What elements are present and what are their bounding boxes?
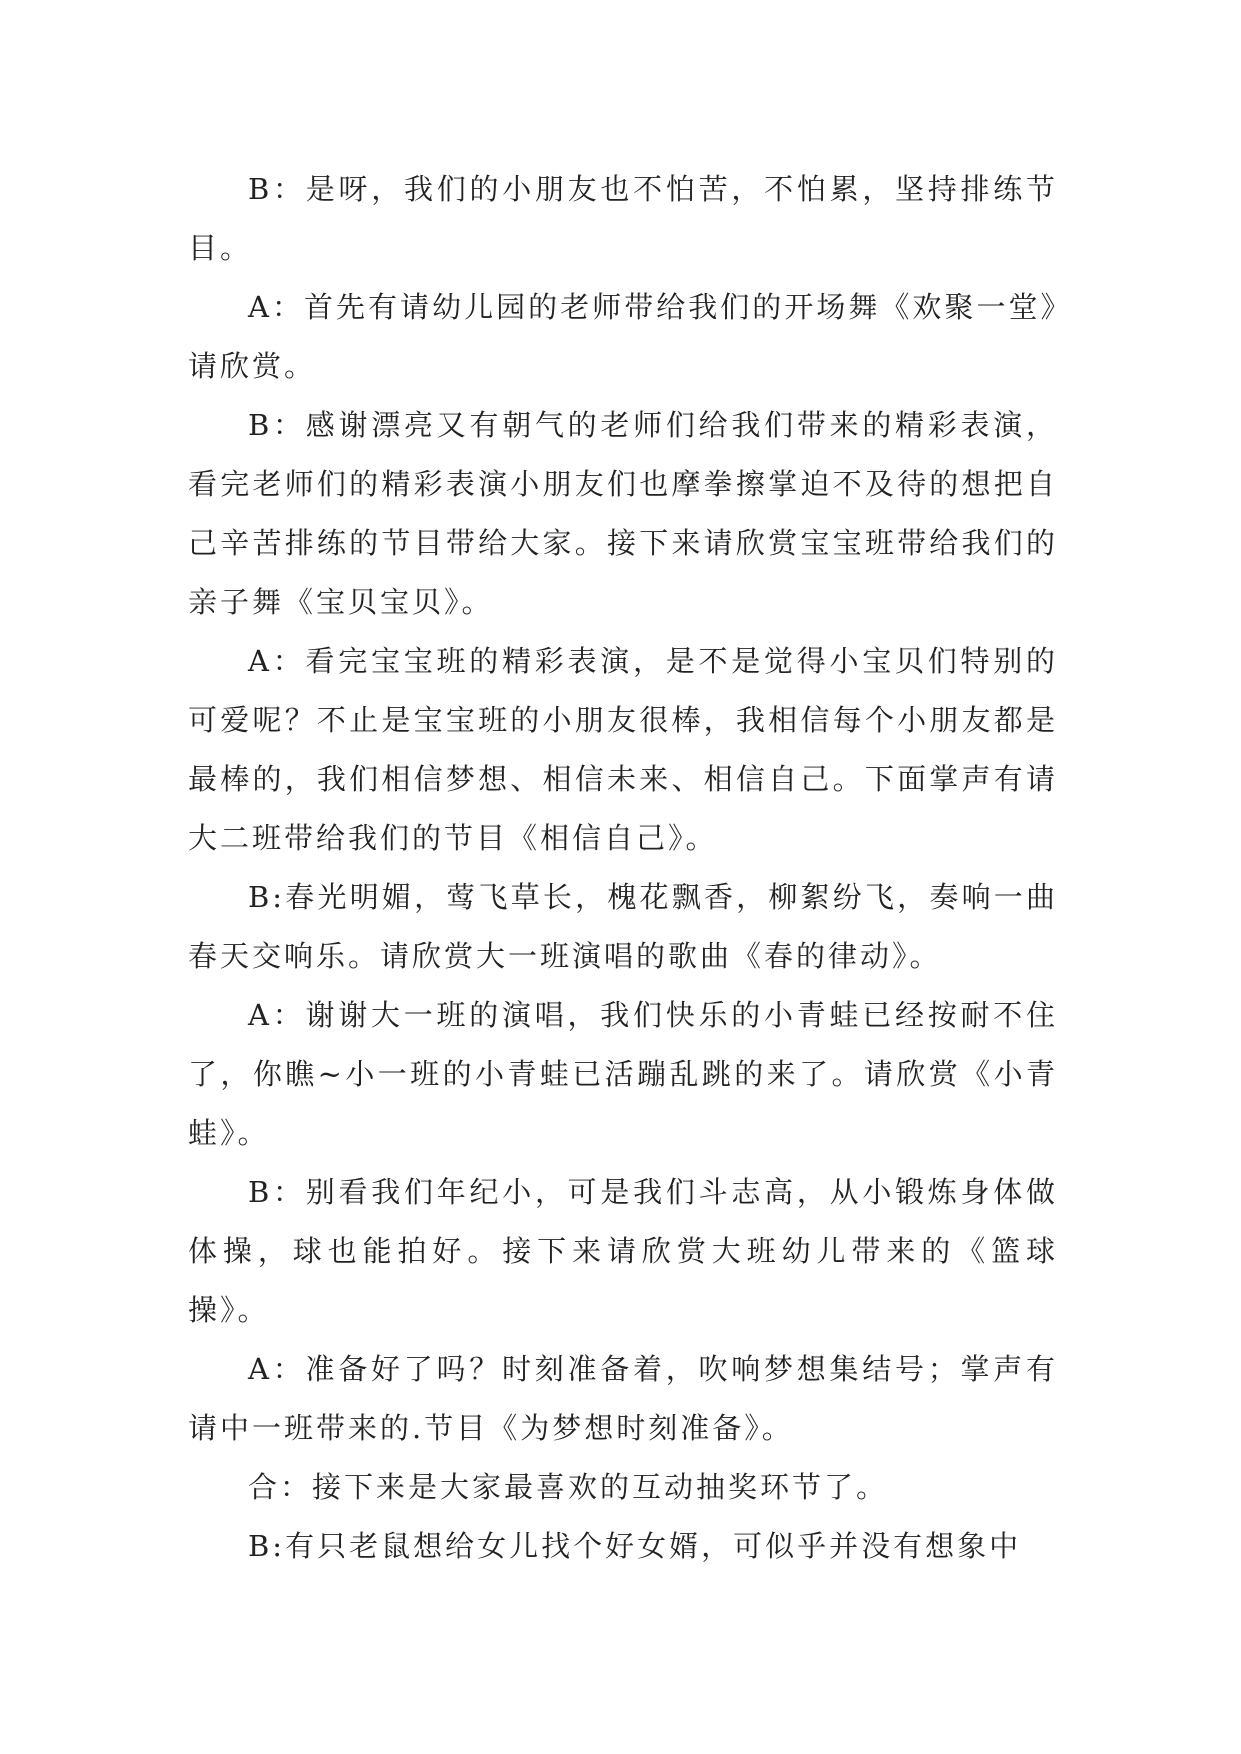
paragraph-5: B:春光明媚，莺飞草长，槐花飘香，柳絮纷飞，奏响一曲春天交响乐。请欣赏大一班演唱的歌曲《春的律动》。 xyxy=(188,880,1058,973)
paragraph-1: B：是呀，我们的小朋友也不怕苦，不怕累，坚持排练节目。 xyxy=(188,172,1058,265)
paragraph-6: A：谢谢大一班的演唱，我们快乐的小青蛙已经按耐不住了，你瞧~小一班的小青蛙已活蹦乱跳的来了。请欣赏《小青蛙》。 xyxy=(188,998,1058,1150)
paragraph-10: B:有只老鼠想给女儿找个好女婿，可似乎并没有想象中 xyxy=(248,1529,1022,1563)
paragraph-8: A：准备好了吗？时刻准备着，吹响梦想集结号；掌声有请中一班带来的.节目《为梦想时刻准备》。 xyxy=(188,1352,1058,1445)
paragraph-9: 合：接下来是大家最喜欢的互动抽奖环节了。 xyxy=(248,1470,889,1504)
paragraph-7: B：别看我们年纪小，可是我们斗志高，从小锻炼身体做体操，球也能拍好。接下来请欣赏大班幼儿带来的《篮球操》。 xyxy=(188,1175,1058,1327)
paragraph-3: B：感谢漂亮又有朝气的老师们给我们带来的精彩表演，看完老师们的精彩表演小朋友们也摩拳擦掌迫不及待的想把自己辛苦排练的节目带给大家。接下来请欣赏宝宝班带给我们的亲子舞《宝贝宝贝》。 xyxy=(188,408,1058,619)
document-body xyxy=(188,160,1058,1576)
paragraph-4: A：看完宝宝班的精彩表演，是不是觉得小宝贝们特别的可爱呢？不止是宝宝班的小朋友很棒，我相信每个小朋友都是最棒的，我们相信梦想、相信未来、相信自己。下面掌声有请大二班带给我们的节目《相信自己》。 xyxy=(188,644,1058,855)
paragraph-2: A：首先有请幼儿园的老师带给我们的开场舞《欢聚一堂》请欣赏。 xyxy=(188,290,1058,383)
